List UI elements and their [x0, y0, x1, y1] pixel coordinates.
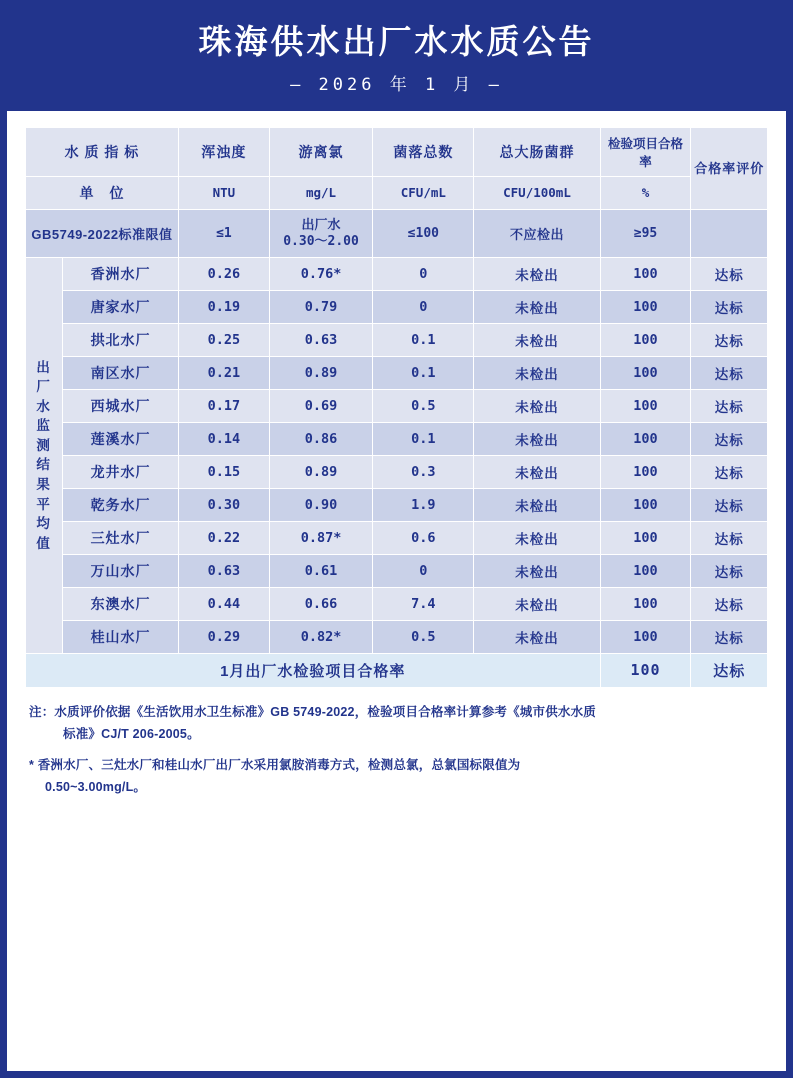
cell-turbidity: 0.30	[178, 488, 269, 521]
cell-total-coliform: 未检出	[474, 554, 600, 587]
footnote-chloramine	[29, 755, 764, 799]
cell-free-chlorine: 0.79	[269, 290, 372, 323]
cell-colony-count: 0.6	[373, 521, 474, 554]
footnotes	[7, 688, 786, 799]
cell-turbidity: 0.21	[178, 356, 269, 389]
cell-turbidity: 0.26	[178, 257, 269, 290]
cell-free-chlorine: 0.63	[269, 323, 372, 356]
page-title: 珠海供水出厂水水质公告	[198, 23, 595, 60]
standard-evaluation	[691, 209, 768, 257]
cell-evaluation: 达标	[691, 587, 768, 620]
plant-name: 乾务水厂	[63, 488, 179, 521]
standard-colony-count: ≤100	[373, 209, 474, 257]
water-quality-table	[25, 127, 768, 688]
cell-total-coliform: 未检出	[474, 455, 600, 488]
unit-colony-count: CFU/mL	[373, 176, 474, 209]
cell-turbidity: 0.17	[178, 389, 269, 422]
cell-total-coliform: 未检出	[474, 323, 600, 356]
cell-colony-count: 0	[373, 290, 474, 323]
plant-name: 龙井水厂	[63, 455, 179, 488]
cell-turbidity: 0.22	[178, 521, 269, 554]
table-row	[26, 356, 768, 389]
plant-name: 万山水厂	[63, 554, 179, 587]
summary-evaluation: 达标	[691, 653, 768, 687]
standard-total-coliform: 不应检出	[474, 209, 600, 257]
plant-name: 西城水厂	[63, 389, 179, 422]
cell-evaluation: 达标	[691, 323, 768, 356]
table-row	[26, 323, 768, 356]
cell-total-coliform: 未检出	[474, 356, 600, 389]
cell-turbidity: 0.44	[178, 587, 269, 620]
summary-pass-rate: 100	[600, 653, 691, 687]
cell-colony-count: 1.9	[373, 488, 474, 521]
cell-pass-rate: 100	[600, 620, 691, 653]
plant-name: 桂山水厂	[63, 620, 179, 653]
cell-evaluation: 达标	[691, 554, 768, 587]
cell-pass-rate: 100	[600, 587, 691, 620]
table-row	[26, 257, 768, 290]
cell-free-chlorine: 0.61	[269, 554, 372, 587]
report-period: — 2026 年 1 月 —	[290, 74, 503, 95]
cell-colony-count: 0	[373, 554, 474, 587]
cell-free-chlorine: 0.90	[269, 488, 372, 521]
unit-turbidity: NTU	[178, 176, 269, 209]
col-header-indicator: 水 质 指 标	[26, 127, 179, 176]
cell-turbidity: 0.19	[178, 290, 269, 323]
unit-total-coliform: CFU/100mL	[474, 176, 600, 209]
col-header-evaluation: 合格率评价	[691, 127, 768, 209]
cell-turbidity: 0.63	[178, 554, 269, 587]
cell-evaluation: 达标	[691, 422, 768, 455]
cell-total-coliform: 未检出	[474, 389, 600, 422]
cell-colony-count: 7.4	[373, 587, 474, 620]
standard-turbidity: ≤1	[178, 209, 269, 257]
cell-evaluation: 达标	[691, 356, 768, 389]
cell-free-chlorine: 0.82*	[269, 620, 372, 653]
cell-pass-rate: 100	[600, 290, 691, 323]
plant-name: 拱北水厂	[63, 323, 179, 356]
plant-name: 香洲水厂	[63, 257, 179, 290]
cell-turbidity: 0.15	[178, 455, 269, 488]
side-label-monitoring-average: 出 厂 水 监 测 结 果 平 均 值	[26, 257, 63, 653]
cell-total-coliform: 未检出	[474, 257, 600, 290]
cell-pass-rate: 100	[600, 389, 691, 422]
table-row	[26, 620, 768, 653]
plant-name: 南区水厂	[63, 356, 179, 389]
plant-name: 莲溪水厂	[63, 422, 179, 455]
cell-turbidity: 0.29	[178, 620, 269, 653]
cell-colony-count: 0.1	[373, 422, 474, 455]
cell-evaluation: 达标	[691, 389, 768, 422]
table-row	[26, 587, 768, 620]
standard-pass-rate: ≥95	[600, 209, 691, 257]
cell-total-coliform: 未检出	[474, 587, 600, 620]
table-unit-row	[26, 176, 768, 209]
col-header-colony-count: 菌落总数	[373, 127, 474, 176]
col-header-total-coliform: 总大肠菌群	[474, 127, 600, 176]
cell-colony-count: 0.5	[373, 389, 474, 422]
cell-colony-count: 0.1	[373, 323, 474, 356]
cell-evaluation: 达标	[691, 257, 768, 290]
table-row	[26, 488, 768, 521]
footnote-standard-line2: 标准》CJ/T 206-2005。	[63, 726, 200, 741]
plant-name: 东澳水厂	[63, 587, 179, 620]
cell-evaluation: 达标	[691, 488, 768, 521]
cell-free-chlorine: 0.69	[269, 389, 372, 422]
standard-free-chlorine	[269, 209, 372, 257]
footnote-standard	[29, 702, 764, 746]
unit-free-chlorine: mg/L	[269, 176, 372, 209]
cell-pass-rate: 100	[600, 257, 691, 290]
table-row	[26, 422, 768, 455]
footnote-chloramine-line1: * 香洲水厂、三灶水厂和桂山水厂出厂水采用氯胺消毒方式，检测总氯，总氯国标限值为	[29, 757, 521, 772]
cell-colony-count: 0.5	[373, 620, 474, 653]
unit-row-label: 单 位	[26, 176, 179, 209]
standard-limit-row	[26, 209, 768, 257]
cell-evaluation: 达标	[691, 455, 768, 488]
cell-total-coliform: 未检出	[474, 620, 600, 653]
report-header	[7, 7, 786, 111]
cell-colony-count: 0.1	[373, 356, 474, 389]
unit-pass-rate: %	[600, 176, 691, 209]
footnote-standard-line1: 注：水质评价依据《生活饮用水卫生标准》GB 5749-2022，检验项目合格率计算参考《城市供水水质	[29, 704, 597, 719]
cell-total-coliform: 未检出	[474, 488, 600, 521]
table-row	[26, 521, 768, 554]
cell-colony-count: 0.3	[373, 455, 474, 488]
table-row	[26, 389, 768, 422]
cell-evaluation: 达标	[691, 521, 768, 554]
table-header-row	[26, 127, 768, 176]
cell-free-chlorine: 0.89	[269, 455, 372, 488]
cell-pass-rate: 100	[600, 554, 691, 587]
cell-total-coliform: 未检出	[474, 521, 600, 554]
table-row	[26, 554, 768, 587]
cell-pass-rate: 100	[600, 488, 691, 521]
summary-row	[26, 653, 768, 687]
col-header-turbidity: 浑浊度	[178, 127, 269, 176]
summary-label: 1月出厂水检验项目合格率	[26, 653, 601, 687]
cell-pass-rate: 100	[600, 356, 691, 389]
cell-total-coliform: 未检出	[474, 422, 600, 455]
cell-total-coliform: 未检出	[474, 290, 600, 323]
col-header-pass-rate: 检验项目合格率	[600, 127, 691, 176]
cell-free-chlorine: 0.86	[269, 422, 372, 455]
cell-pass-rate: 100	[600, 521, 691, 554]
cell-turbidity: 0.25	[178, 323, 269, 356]
standard-free-chlorine-line1: 出厂水	[301, 216, 341, 232]
table-row	[26, 290, 768, 323]
cell-evaluation: 达标	[691, 620, 768, 653]
table-container	[7, 111, 786, 688]
cell-pass-rate: 100	[600, 422, 691, 455]
footnote-chloramine-line2: 0.50~3.00mg/L。	[45, 779, 147, 794]
cell-pass-rate: 100	[600, 323, 691, 356]
cell-colony-count: 0	[373, 257, 474, 290]
cell-free-chlorine: 0.89	[269, 356, 372, 389]
cell-free-chlorine: 0.76*	[269, 257, 372, 290]
standard-free-chlorine-line2: 0.30～2.00	[283, 234, 359, 250]
cell-pass-rate: 100	[600, 455, 691, 488]
cell-free-chlorine: 0.87*	[269, 521, 372, 554]
plant-name: 三灶水厂	[63, 521, 179, 554]
cell-turbidity: 0.14	[178, 422, 269, 455]
standard-label: GB5749-2022标准限值	[26, 209, 179, 257]
col-header-free-chlorine: 游离氯	[269, 127, 372, 176]
cell-free-chlorine: 0.66	[269, 587, 372, 620]
cell-evaluation: 达标	[691, 290, 768, 323]
plant-name: 唐家水厂	[63, 290, 179, 323]
table-row	[26, 455, 768, 488]
